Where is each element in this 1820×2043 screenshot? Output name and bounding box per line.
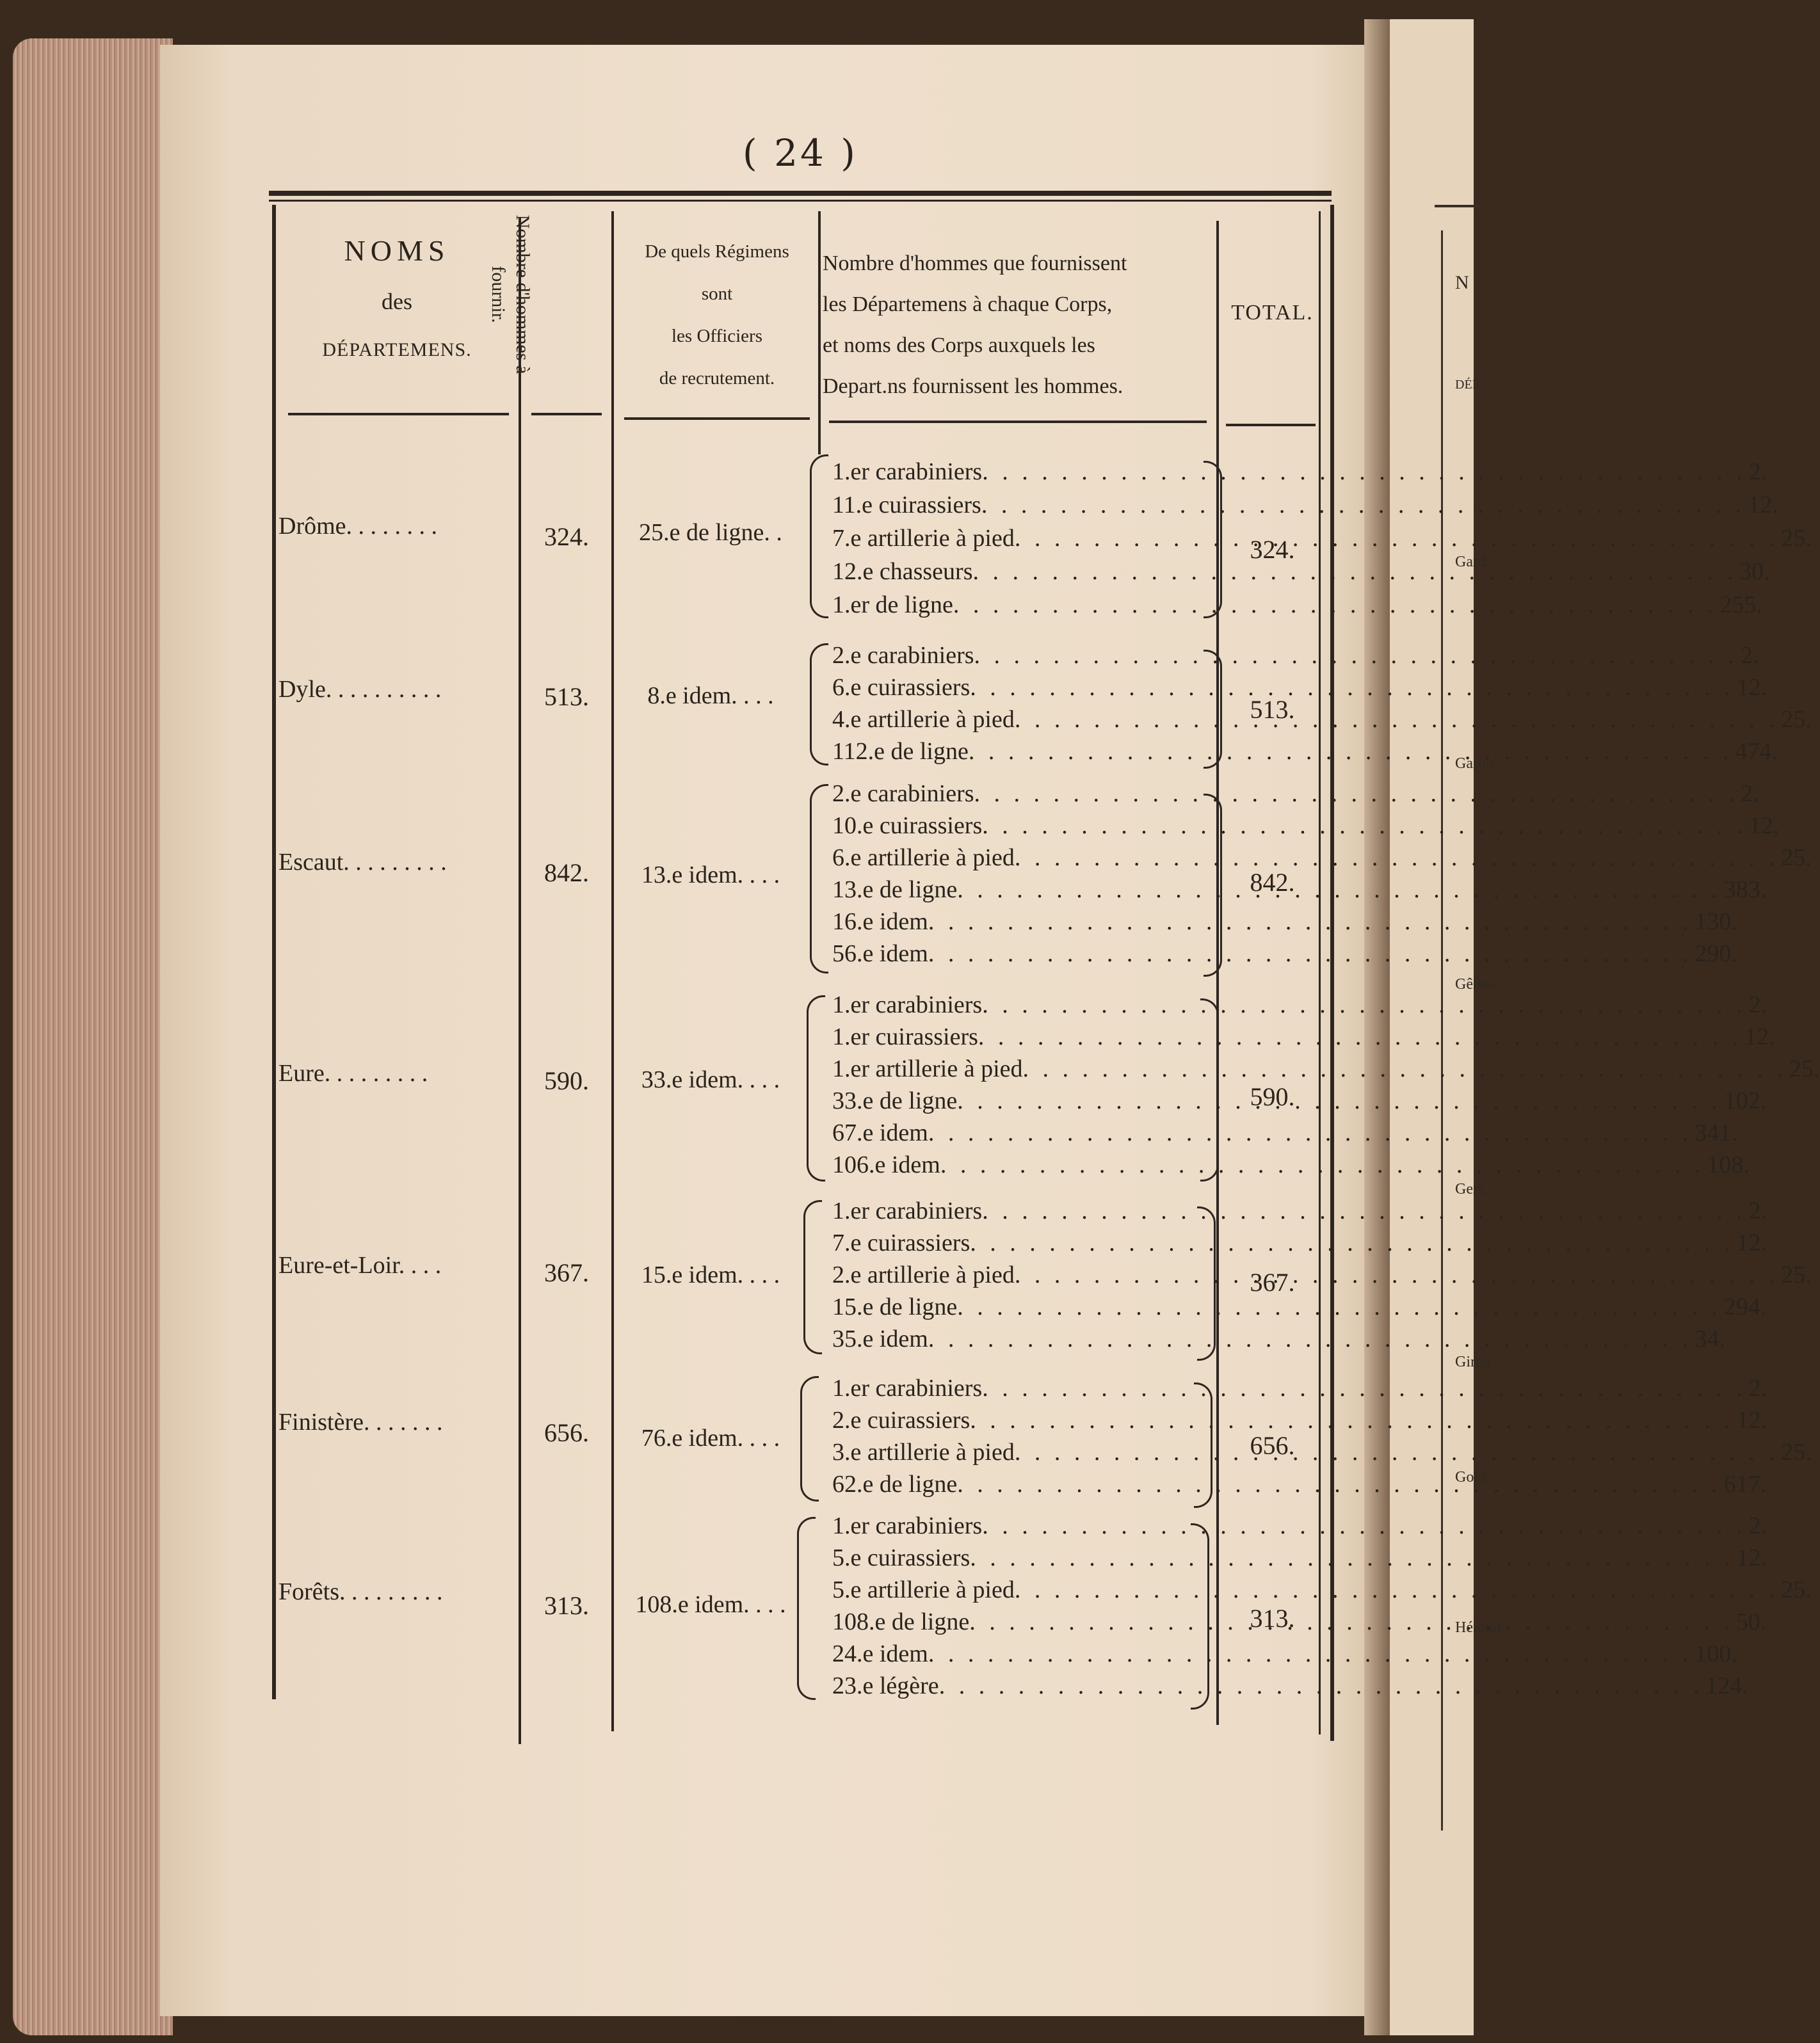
department-regiment: 76.e idem. . . . xyxy=(641,1425,780,1452)
next-page-label: Gers. . xyxy=(1455,1181,1496,1198)
leader-dots xyxy=(939,1672,1703,1705)
corps-value: 130. xyxy=(1695,908,1737,935)
next-page-label: Gard. . xyxy=(1455,554,1497,570)
page-number: ( 24 ) xyxy=(743,131,858,175)
book-edge xyxy=(13,38,173,2035)
corps-label: 1.er carabiniers xyxy=(832,991,983,1018)
department-total: 324. xyxy=(1250,535,1295,564)
header-corps-line: Nombre d'hommes que fournissent xyxy=(823,252,1127,275)
corps-line xyxy=(832,591,1762,624)
leader-dots xyxy=(957,1293,1721,1326)
corps-label: 67.e idem xyxy=(832,1119,928,1146)
department-count: 324. xyxy=(544,522,589,551)
corps-value: 2. xyxy=(1748,1375,1768,1402)
corps-brace-left xyxy=(803,1200,822,1354)
leader-dots xyxy=(1015,1576,1779,1609)
corps-value: 12. xyxy=(1736,1544,1768,1571)
leader-dots xyxy=(1015,844,1779,877)
corps-value: 25. xyxy=(1789,1055,1820,1082)
top-rule-thick xyxy=(269,191,1332,196)
corps-label: 4.e artillerie à pied xyxy=(832,706,1015,733)
leader-dots xyxy=(969,1608,1734,1641)
department-count: 313. xyxy=(544,1591,589,1620)
corps-line xyxy=(832,1197,1768,1230)
leader-dots xyxy=(1015,1438,1779,1471)
leader-dots xyxy=(953,591,1718,624)
header-corps-line: les Départemens à chaque Corps, xyxy=(823,292,1113,316)
corps-value: 2. xyxy=(1748,991,1768,1018)
department-name: Dyle. . . . . . . . . . xyxy=(278,676,442,703)
corps-label: 1.er de ligne xyxy=(832,591,953,618)
corps-line xyxy=(832,1119,1737,1152)
corps-line xyxy=(832,1640,1737,1673)
leader-dots xyxy=(981,491,1746,524)
leader-dots xyxy=(982,1512,1746,1545)
header-underline xyxy=(1226,424,1316,426)
corps-label: 1.er cuirassiers xyxy=(832,1023,978,1050)
header-departemens: DÉPARTEMENS. xyxy=(322,339,472,360)
top-rule-thin xyxy=(269,200,1332,202)
leader-dots xyxy=(1023,1055,1787,1088)
corps-line xyxy=(832,641,1759,675)
corps-value: 474. xyxy=(1735,738,1778,765)
corps-brace-left xyxy=(807,995,825,1182)
corps-line xyxy=(832,908,1737,941)
corps-value: 12. xyxy=(1736,674,1768,701)
next-page-label: DÉP xyxy=(1455,378,1479,392)
leader-dots xyxy=(957,1470,1721,1503)
corps-line xyxy=(832,812,1780,845)
header-underline xyxy=(531,413,602,415)
header-regimens-line: de recrutement. xyxy=(659,368,775,389)
corps-value: 102. xyxy=(1723,1087,1767,1114)
department-count: 590. xyxy=(544,1066,589,1095)
department-count: 367. xyxy=(544,1258,589,1287)
department-regiment: 8.e idem. . . . xyxy=(647,682,774,709)
department-count: 656. xyxy=(544,1418,589,1447)
leader-dots xyxy=(928,1119,1693,1152)
corps-value: 12. xyxy=(1744,1023,1775,1050)
department-name: Forêts. . . . . . . . . xyxy=(278,1578,443,1605)
leader-dots xyxy=(957,876,1721,909)
corps-line xyxy=(832,1374,1768,1407)
corps-line xyxy=(832,458,1768,491)
department-regiment: 33.e idem. . . . xyxy=(641,1066,780,1093)
next-page-rule xyxy=(1435,205,1479,207)
department-name: Eure. . . . . . . . . xyxy=(278,1060,428,1087)
corps-line xyxy=(832,780,1759,813)
corps-brace-left xyxy=(810,643,828,765)
header-regimens xyxy=(615,230,819,399)
leader-dots xyxy=(1015,1261,1779,1294)
leader-dots xyxy=(940,1151,1705,1184)
next-page-label: Garon xyxy=(1455,755,1494,772)
header-corps-line: et noms des Corps auxquels les xyxy=(823,333,1095,357)
corps-label: 56.e idem xyxy=(832,940,928,967)
header-underline xyxy=(829,421,1207,423)
department-name: Drôme. . . . . . . . xyxy=(278,513,438,540)
corps-label: 2.e carabiniers xyxy=(832,780,974,807)
corps-label: 33.e de ligne xyxy=(832,1087,958,1114)
corps-value: 383. xyxy=(1723,876,1767,903)
corps-line xyxy=(832,1325,1725,1358)
corps-label: 7.e cuirassiers xyxy=(832,1230,970,1256)
corps-label: 12.e chasseurs xyxy=(832,558,973,585)
leader-dots xyxy=(982,991,1746,1024)
corps-line xyxy=(832,491,1778,524)
corps-label: 13.e de ligne xyxy=(832,876,958,903)
leader-dots xyxy=(970,1544,1734,1577)
corps-value: 2. xyxy=(1748,458,1768,485)
leader-dots xyxy=(957,1087,1721,1120)
department-count: 842. xyxy=(544,858,589,887)
corps-value: 25. xyxy=(1781,525,1812,552)
header-regimens-line: les Officiers xyxy=(672,326,762,346)
leader-dots xyxy=(982,1197,1746,1230)
corps-label: 16.e idem xyxy=(832,908,928,935)
leader-dots xyxy=(970,673,1734,707)
corps-label: 2.e cuirassiers xyxy=(832,1407,970,1434)
corps-value: 341. xyxy=(1695,1119,1737,1146)
corps-value: 50. xyxy=(1735,1608,1767,1635)
corps-value: 30. xyxy=(1739,558,1770,585)
leader-dots xyxy=(982,1374,1746,1407)
corps-label: 112.e de ligne xyxy=(832,738,969,765)
corps-line xyxy=(832,844,1812,877)
next-page-label: Gênes. xyxy=(1455,976,1497,993)
corps-value: 25. xyxy=(1781,1576,1812,1603)
right-border-inner xyxy=(1319,211,1321,1735)
header-noms: NOMS xyxy=(344,234,450,267)
leader-dots xyxy=(970,1406,1734,1439)
corps-brace-left xyxy=(797,1517,816,1700)
corps-value: 12. xyxy=(1748,492,1778,518)
corps-label: 1.er artillerie à pied xyxy=(832,1055,1023,1082)
corps-value: 25. xyxy=(1781,844,1812,871)
header-regimens-line: De quels Régimens xyxy=(645,241,789,262)
department-name: Finistère. . . . . . . xyxy=(278,1409,443,1436)
corps-label: 5.e cuirassiers xyxy=(832,1544,970,1571)
leader-dots xyxy=(969,737,1733,771)
department-regiment: 15.e idem. . . . xyxy=(641,1262,780,1288)
next-page-label: Hérault. xyxy=(1455,1619,1505,1636)
corps-value: 2. xyxy=(1741,642,1759,669)
corps-value: 294. xyxy=(1723,1294,1767,1320)
leader-dots xyxy=(928,1640,1693,1673)
corps-value: 124. xyxy=(1705,1672,1748,1699)
corps-label: 6.e artillerie à pied xyxy=(832,844,1015,871)
header-corps-line: Depart.ns fournissent les hommes. xyxy=(823,374,1123,398)
corps-value: 12. xyxy=(1736,1407,1768,1434)
department-count: 513. xyxy=(544,682,589,711)
corps-line xyxy=(832,1229,1768,1262)
header-corps xyxy=(823,243,1220,407)
next-page-label: Giron xyxy=(1455,1354,1491,1370)
corps-value: 34. xyxy=(1695,1326,1725,1352)
leader-dots xyxy=(982,458,1746,491)
department-total: 842. xyxy=(1250,868,1295,897)
column-rule xyxy=(519,218,521,1744)
corps-label: 35.e idem xyxy=(832,1326,928,1352)
corps-label: 7.e artillerie à pied xyxy=(832,525,1015,552)
leader-dots xyxy=(974,641,1739,675)
corps-line xyxy=(832,1151,1750,1184)
corps-value: 2. xyxy=(1748,1198,1768,1224)
next-page-label: N xyxy=(1455,272,1469,293)
corps-line xyxy=(832,1055,1820,1088)
leader-dots xyxy=(1015,524,1779,557)
corps-label: 2.e artillerie à pied xyxy=(832,1262,1015,1288)
department-total: 313. xyxy=(1250,1604,1295,1633)
department-total: 513. xyxy=(1250,695,1295,724)
corps-line xyxy=(832,1512,1768,1545)
corps-value: 2. xyxy=(1748,1512,1768,1539)
department-regiment: 108.e idem. . . . xyxy=(635,1591,786,1618)
leader-dots xyxy=(928,908,1693,941)
corps-label: 1.er carabiniers xyxy=(832,1512,983,1539)
next-page-label: Golo. . xyxy=(1455,1469,1497,1486)
corps-label: 108.e de ligne xyxy=(832,1608,970,1635)
department-total: 590. xyxy=(1250,1082,1295,1111)
corps-line xyxy=(832,1293,1767,1326)
header-underline xyxy=(288,413,509,415)
corps-label: 3.e artillerie à pied xyxy=(832,1439,1015,1466)
header-total: TOTAL. xyxy=(1231,301,1314,324)
header-nombre-hommes: Nombre d'hommes à fournir. xyxy=(488,214,533,374)
corps-value: 12. xyxy=(1748,812,1780,839)
corps-label: 23.e légère xyxy=(832,1672,939,1699)
corps-line xyxy=(832,1672,1748,1705)
corps-value: 290. xyxy=(1695,940,1737,967)
corps-label: 11.e cuirassiers xyxy=(832,492,981,518)
leader-dots xyxy=(970,1229,1734,1262)
corps-label: 5.e artillerie à pied xyxy=(832,1576,1015,1603)
corps-label: 2.e carabiniers xyxy=(832,642,974,669)
leader-dots xyxy=(928,940,1693,973)
leader-dots xyxy=(974,780,1739,813)
corps-value: 2. xyxy=(1741,780,1759,807)
corps-value: 108. xyxy=(1707,1151,1750,1178)
corps-value: 25. xyxy=(1781,1262,1812,1288)
corps-label: 15.e de ligne xyxy=(832,1294,958,1320)
corps-label: 10.e cuirassiers xyxy=(832,812,983,839)
header-regimens-line: sont xyxy=(701,284,733,304)
corps-value: 100. xyxy=(1695,1640,1737,1667)
corps-value: 255. xyxy=(1719,591,1762,618)
corps-line xyxy=(832,1406,1768,1439)
corps-line xyxy=(832,1023,1775,1056)
leader-dots xyxy=(972,557,1737,591)
corps-line xyxy=(832,673,1768,707)
corps-label: 6.e cuirassiers xyxy=(832,674,970,701)
department-name: Eure-et-Loir. . . . xyxy=(278,1252,442,1279)
leader-dots xyxy=(1015,705,1779,739)
department-total: 656. xyxy=(1250,1431,1295,1460)
right-border xyxy=(1330,205,1334,1741)
corps-value: 25. xyxy=(1781,1439,1812,1466)
corps-value: 25. xyxy=(1781,706,1812,733)
header-underline xyxy=(624,417,810,420)
corps-label: 106.e idem xyxy=(832,1151,940,1178)
corps-value: 617. xyxy=(1723,1471,1767,1498)
corps-label: 24.e idem xyxy=(832,1640,928,1667)
corps-line xyxy=(832,991,1768,1024)
header-des: des xyxy=(382,289,412,314)
corps-brace-left xyxy=(810,454,828,618)
leader-dots xyxy=(978,1023,1743,1056)
corps-label: 1.er carabiniers xyxy=(832,458,983,485)
corps-label: 1.er carabiniers xyxy=(832,1198,983,1224)
department-regiment: 13.e idem. . . . xyxy=(641,861,780,888)
department-total: 367. xyxy=(1250,1268,1295,1297)
corps-brace-left xyxy=(800,1376,819,1502)
leader-dots xyxy=(982,812,1746,845)
column-rule xyxy=(611,211,614,1731)
department-regiment: 25.e de ligne. . xyxy=(639,519,782,546)
corps-value: 12. xyxy=(1736,1230,1768,1256)
corps-line xyxy=(832,1544,1768,1577)
leader-dots xyxy=(928,1325,1693,1358)
corps-brace-left xyxy=(810,784,828,973)
corps-label: 62.e de ligne xyxy=(832,1471,958,1498)
corps-line xyxy=(832,940,1737,973)
corps-label: 1.er carabiniers xyxy=(832,1375,983,1402)
department-name: Escaut. . . . . . . . . xyxy=(278,849,447,876)
left-border xyxy=(272,205,276,1699)
corps-line xyxy=(832,1576,1812,1609)
